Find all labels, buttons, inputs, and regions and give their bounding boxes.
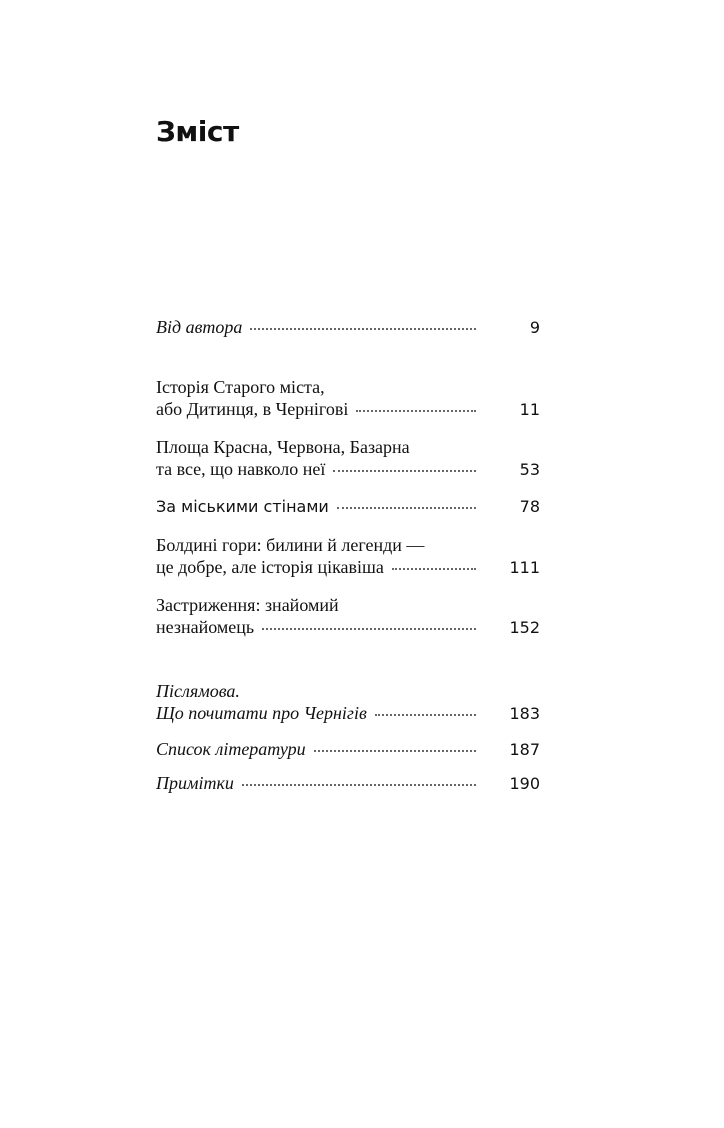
dotted-leader xyxy=(333,470,476,472)
toc-entry-afterword[interactable] xyxy=(156,680,540,725)
toc-entry-chapter-1[interactable] xyxy=(156,376,540,421)
toc-entry-chapter-2[interactable] xyxy=(156,436,540,481)
dotted-leader xyxy=(242,784,476,786)
toc-page-number: 152 xyxy=(509,618,540,637)
toc-entry-title-line-2: та все, що навколо неї xyxy=(156,459,326,479)
toc-entry-title-line-2: Що почитати про Чернігів xyxy=(156,703,367,723)
toc-entry-title: Примітки xyxy=(156,773,234,793)
toc-entry-chapter-3[interactable] xyxy=(156,496,540,518)
toc-entry-title: Список літератури xyxy=(156,739,306,759)
toc-entry-title-line-1: Історія Старого міста, xyxy=(156,377,325,397)
dotted-leader xyxy=(314,750,476,752)
toc-entry-author-note[interactable] xyxy=(156,316,540,339)
toc-entry-title-line-1: Застриження: знайомий xyxy=(156,595,339,615)
toc-entry-title-line-2: або Дитинця, в Чернігові xyxy=(156,399,349,419)
toc-page-number: 11 xyxy=(519,400,540,419)
toc-page-number: 9 xyxy=(529,318,540,337)
toc-entry-chapter-5[interactable] xyxy=(156,594,540,639)
toc-entry-title-line-1: Площа Красна, Червона, Базарна xyxy=(156,437,410,457)
page-title: Зміст xyxy=(156,115,239,148)
toc-page-number: 183 xyxy=(509,704,540,723)
toc-page-number: 190 xyxy=(509,774,540,793)
dotted-leader xyxy=(392,568,476,570)
toc-entry-title-line-1: Болдині гори: билини й легенди — xyxy=(156,535,425,555)
toc-entry-notes[interactable] xyxy=(156,772,540,795)
toc-page-number: 53 xyxy=(519,460,540,479)
table-of-contents xyxy=(156,0,540,1128)
dotted-leader xyxy=(375,714,476,716)
toc-entry-bibliography[interactable] xyxy=(156,738,540,761)
toc-entry-chapter-4[interactable] xyxy=(156,534,540,579)
toc-entry-title-line-2: незнайомець xyxy=(156,617,255,637)
dotted-leader xyxy=(262,628,476,630)
toc-entry-title-line-2: це добре, але історія цікавіша xyxy=(156,557,384,577)
toc-entry-title-line-1: Післямова. xyxy=(156,681,240,701)
dotted-leader xyxy=(356,410,476,412)
dotted-leader xyxy=(250,328,476,330)
toc-page-number: 111 xyxy=(509,558,540,577)
toc-page-number: 78 xyxy=(519,497,540,516)
toc-entry-title: Від автора xyxy=(156,317,243,337)
toc-entry-title: За міськими стінами xyxy=(156,497,329,516)
toc-page-number: 187 xyxy=(509,740,540,759)
dotted-leader xyxy=(337,507,476,509)
